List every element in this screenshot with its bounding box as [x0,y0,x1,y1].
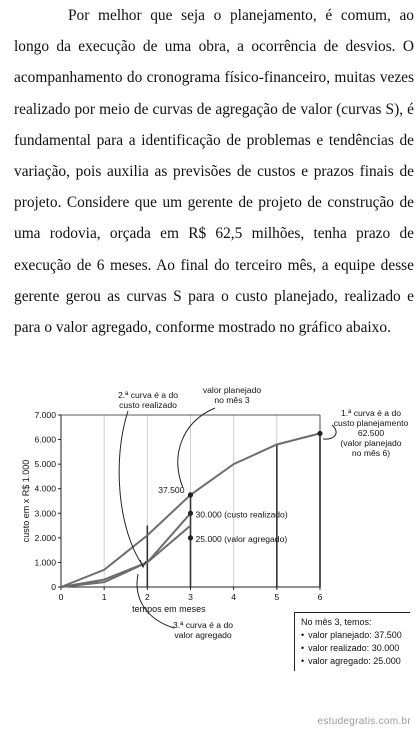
x-tick-label: 2 [144,592,150,602]
site-watermark: estudegratis.com.br [317,716,411,727]
annotation-planejado-mes-3: no mês 3 [214,395,250,405]
question-text-block [14,0,414,343]
series-custo-realizado [61,513,191,587]
x-axis-title: tempos em meses [132,604,206,614]
y-tick-label: 1.000 [34,557,56,568]
summary-title: No mês 3, temos: [301,617,372,627]
x-tick-label: 0 [58,592,64,602]
x-tick-label: 1 [101,592,107,602]
y-tick-label: 2.000 [34,532,56,543]
y-tick-label: 6.000 [34,434,56,445]
y-tick-label: 0 [51,582,56,592]
data-point-marker [188,535,193,540]
y-axis-title: custo em x R$ 1.000 [21,459,31,543]
y-tick-label: 5.000 [34,459,56,470]
summary-list [301,630,410,666]
data-point-label: 25.000 (valor agregado) [195,533,288,544]
data-point-marker [188,492,193,497]
y-tick-label: 3.000 [34,508,56,519]
annotation-curva-3: 3.ª curva é a do [172,620,234,630]
data-point-label: 37.500 [158,484,185,495]
summary-item-realizado: • valor realizado: 30.000 [301,643,410,653]
annotation-planejado-mes-3: valor planejado [202,385,262,395]
summary-item-planejado: • valor planejado: 37.500 [301,630,410,640]
annotation-curva-1: custo planejamento [333,418,409,428]
x-tick-label: 3 [188,592,193,602]
annotation-arrow-curva-1 [323,425,336,439]
annotation-arrow-curva-3 [137,574,174,628]
annotation-curva-1: (valor planejado [340,438,402,448]
summary-item-agregado: • valor agregado: 25.000 [301,656,410,666]
x-tick-label: 6 [317,592,323,602]
month-3-summary-box [294,612,410,671]
y-tick-label: 7.000 [34,410,56,420]
annotation-curva-1: 62.500 [357,428,385,438]
annotation-curva-1: no mês 6) [351,448,391,458]
annotation-curva-3: valor agregado [174,630,232,640]
annotation-arrow-planejado-mes-3 [178,408,215,488]
y-tick-label: 4.000 [34,483,56,494]
annotation-curva-2: 2.ª curva é a do [117,390,179,400]
x-tick-label: 4 [231,592,237,602]
annotation-curva-2: custo realizado [119,400,177,410]
data-point-marker [188,511,193,516]
annotation-curva-1: 1.ª curva é a do [340,408,402,418]
data-point-label: 30.000 (custo realizado) [195,509,288,520]
data-point-marker [317,431,322,436]
x-tick-label: 5 [274,592,280,602]
question-paragraph: Por melhor que seja o planejamento, é comum, ao longo da execução de uma obra, a ocorrência de desvios. O acompanhamento do cronograma físico-financeiro, muitas vezes realizado por meio de curvas de agregação de valor (curvas S), é fundamental para a identificação de problemas e tendências de variação, pois auxilia as previsões de custos e prazos finais de projeto. Considere que um gerente de projeto de construção de uma rodovia, orçada em R$ 62,5 milhões, tenha prazo de execução de 6 meses. Ao final do terceiro mês, a equipe desse gerente gerou as curvas S para o custo planejado, realizado e para o valor agregado, conforme mostrado no gráfico abaixo. [14,7,414,337]
